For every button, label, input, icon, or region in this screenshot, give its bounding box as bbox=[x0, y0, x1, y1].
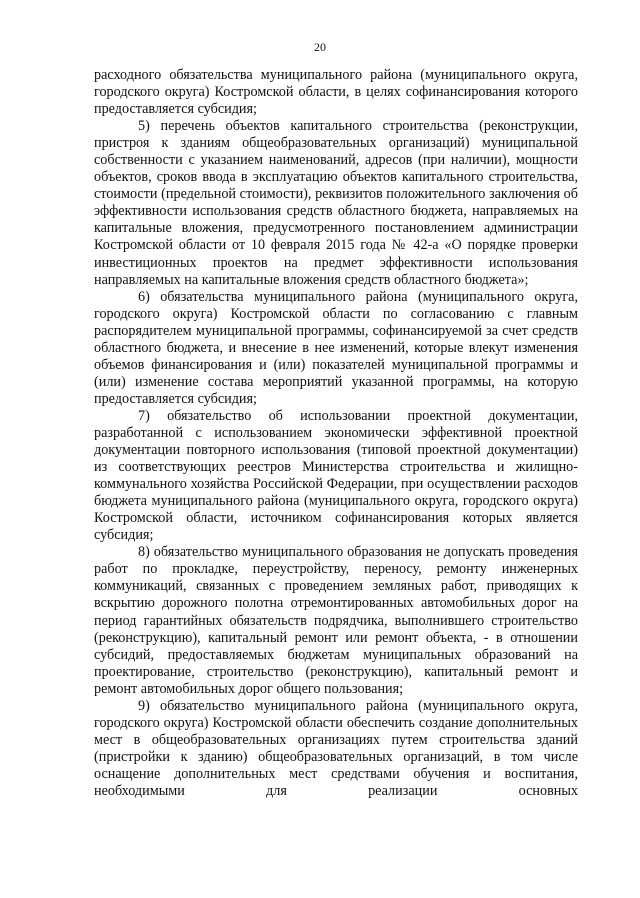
page-number: 20 bbox=[314, 40, 326, 54]
paragraph-item-5: 5) перечень объектов капитального строительства (реконструкции, пристроя к зданиям общеобразовательных организаций) муниципальной собственности с указанием наименований, адресов (при наличии), мощности объектов, сроков ввода в эксплуатацию объектов капитального строительства, стоимости (предельной стоимости), реквизитов положительного заключения об эффективности использования средств областного бюджета, направляемых на капитальные вложения, предусмотренного постановлением администрации Костромской области от 10 февраля 2015 года № 42-а «О порядке проверки инвестиционных проектов на предмет эффективности использования направляемых на капитальные вложения средств областного бюджета»; bbox=[94, 118, 578, 288]
document-body bbox=[94, 67, 578, 800]
paragraph-item-6: 6) обязательства муниципального района (муниципального округа, городского округа) Костромской области по согласованию с главным распорядителем муниципальной программы, софинансируемой за счет средств областного бюджета, и внесение в нее изменений, которые влекут изменения объемов финансирования и (или) показателей муниципальной программы и (или) изменение состава мероприятий указанной программы, на которую предоставляется субсидия; bbox=[94, 288, 578, 407]
paragraph-item-7: 7) обязательство об использовании проектной документации, разработанной с использованием экономически эффективной проектной документации повторного использования (типовой проектной документации) из соответствующих реестров Министерства строительства и жилищно-коммунального хозяйства Российской Федерации, при осуществлении расходов бюджета муниципального района (муниципального округа, городского округа) Костромской области, источником софинансирования которых является субсидия; bbox=[94, 407, 578, 544]
paragraph-item-8: 8) обязательство муниципального образования не допускать проведения работ по прокладке, переустройству, переносу, ремонту инженерных коммуникаций, связанных с проведением земляных работ, приводящих к вскрытию дорожного полотна отремонтированных автомобильных дорог на период гарантийных обязательств подрядчика, выполнившего строительство (реконструкцию), капитальный ремонт или ремонт объекта, - в отношении субсидий, предоставляемых бюджетам муниципальных образований на проектирование, строительство (реконструкцию), капитальный ремонт и ремонт автомобильных дорог общего пользования; bbox=[94, 544, 578, 697]
paragraph-continuation: расходного обязательства муниципального района (муниципального округа, городского округа) Костромской области, в целях софинансирования которого предоставляется субсидия; bbox=[94, 67, 578, 118]
paragraph-item-9: 9) обязательство муниципального района (муниципального округа, городского округа) Костромской области обеспечить создание дополнительных мест в общеобразовательных организациях путем строительства зданий (пристройки к зданию) общеобразовательных организаций, в том числе оснащение дополнительных мест средствами обучения и воспитания, необходимыми для реализации основных bbox=[94, 697, 578, 799]
